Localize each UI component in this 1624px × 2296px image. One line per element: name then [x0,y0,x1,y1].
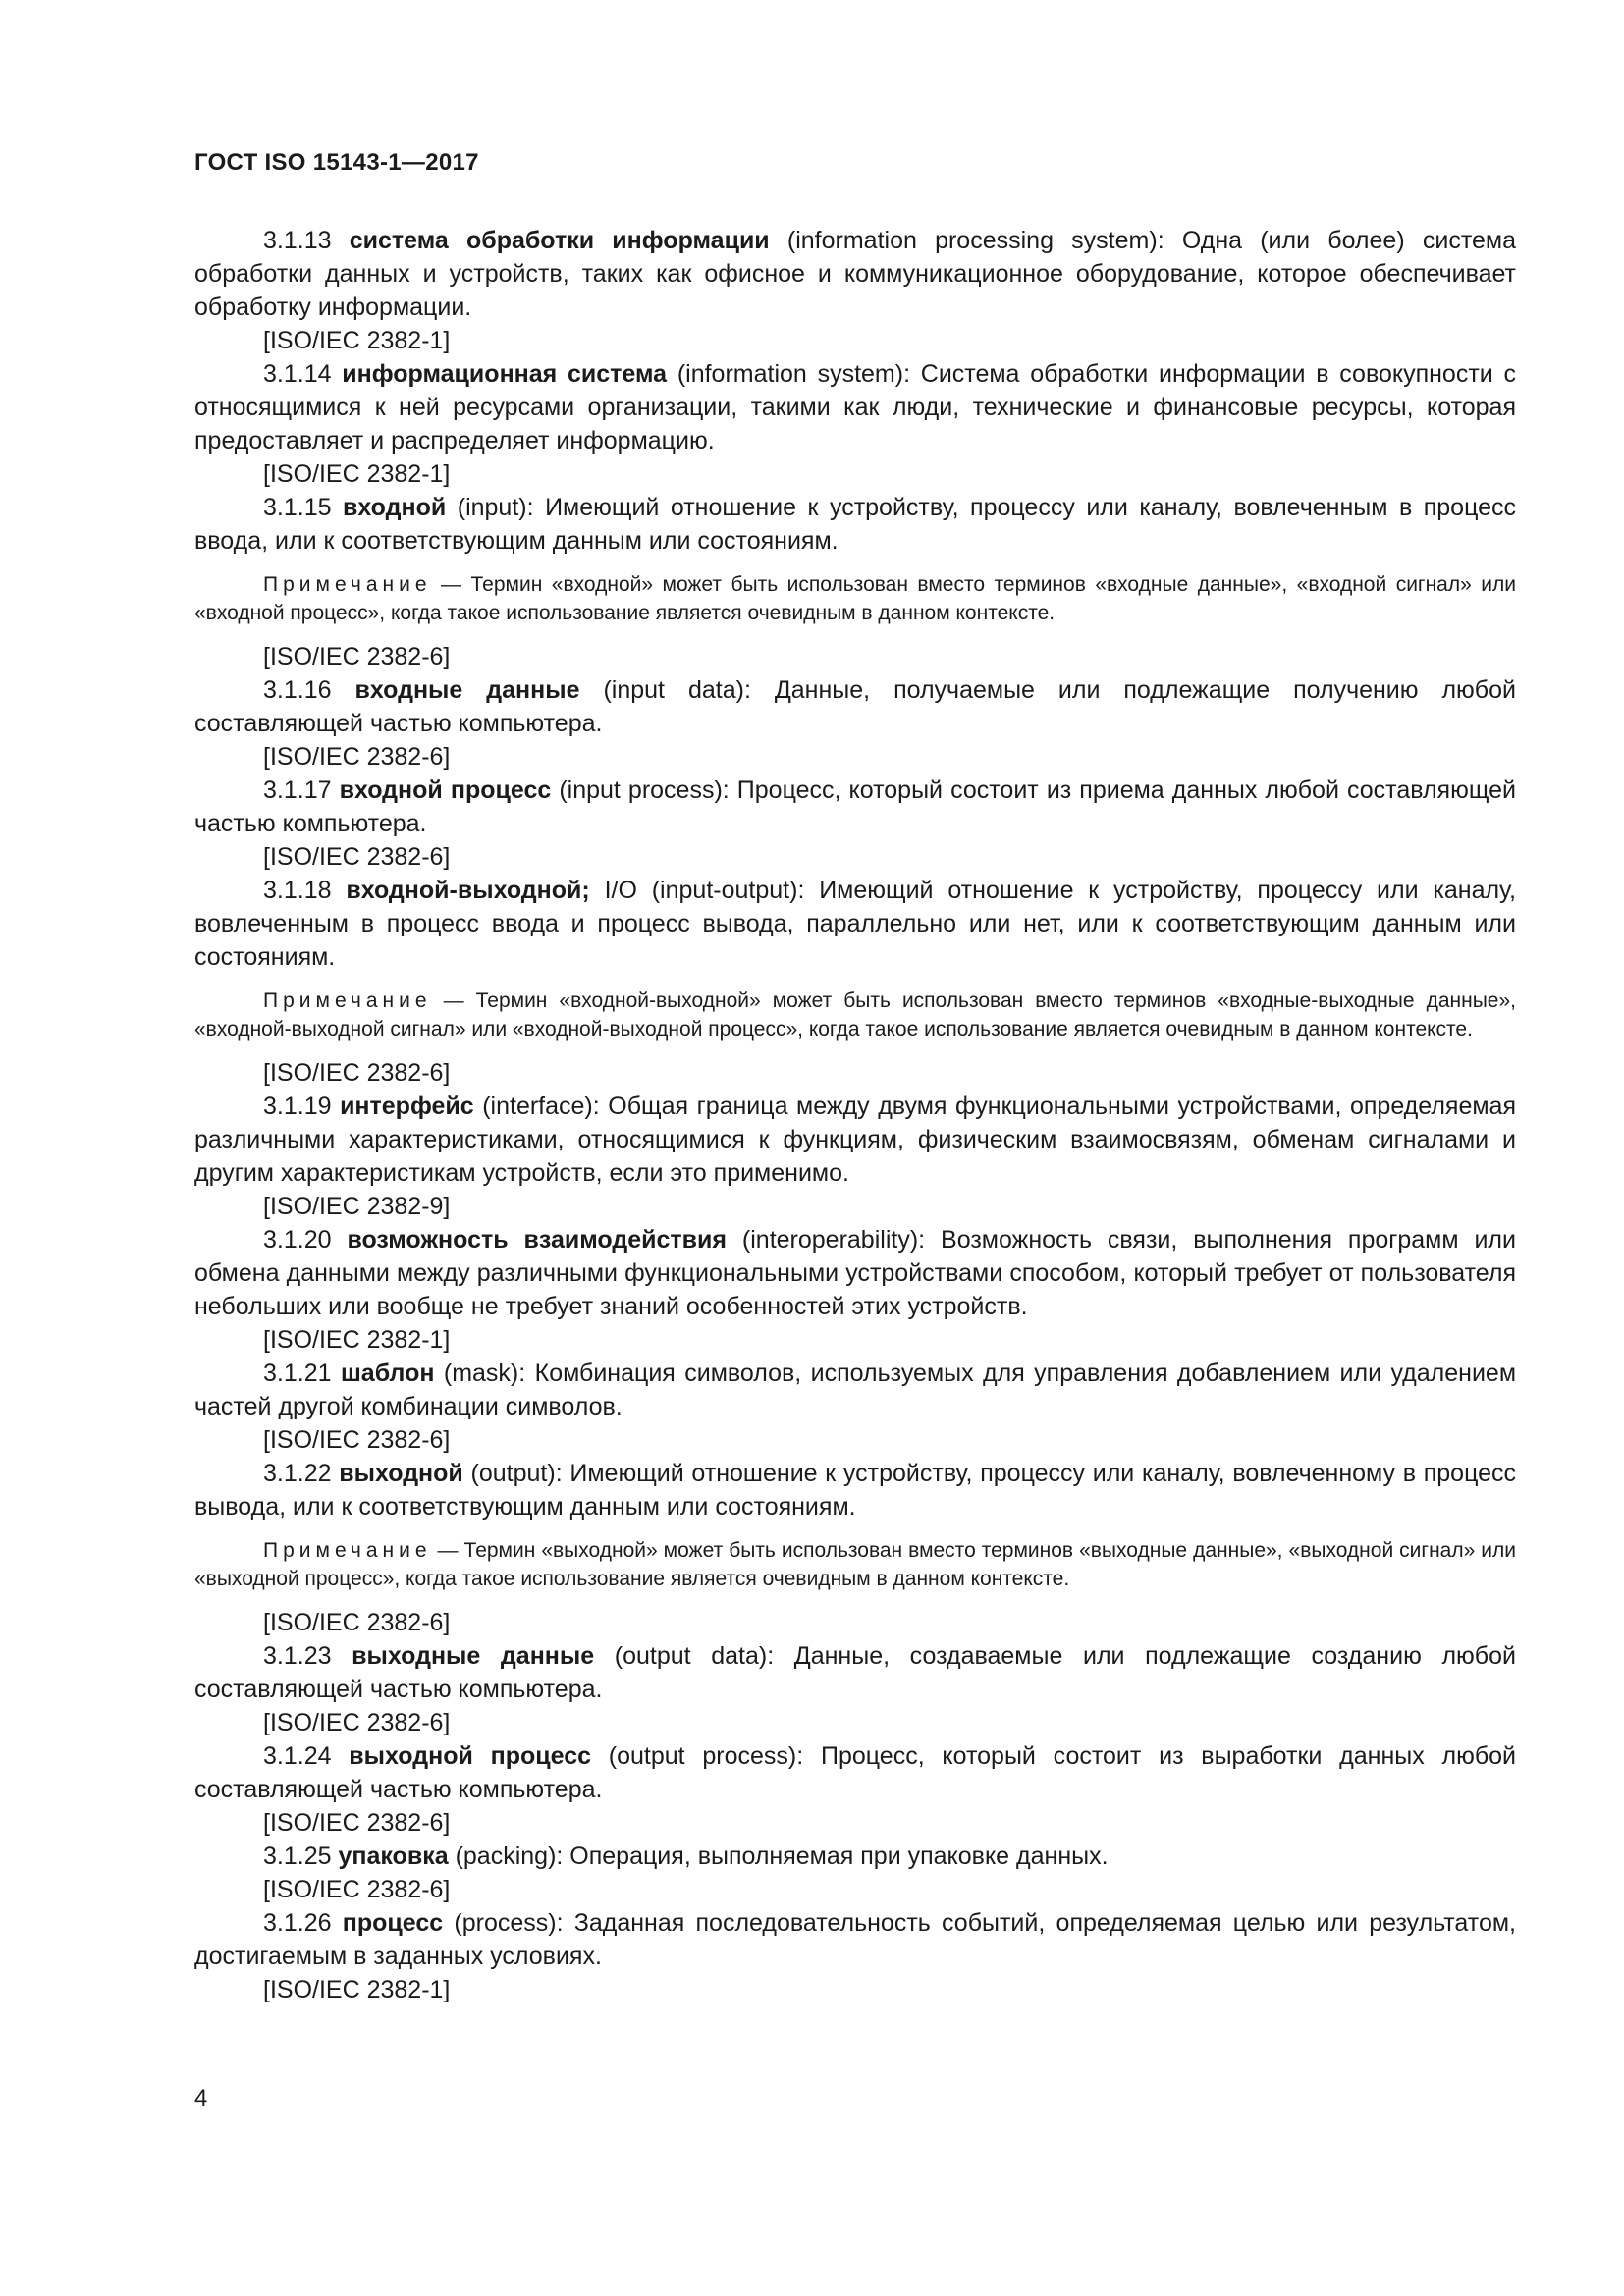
note-text: — Термин «входной» может быть использован вместо терминов «входные данные», «входной сигнал» или «входной процесс», когда такое использование является очевидным в данном контексте. [194,573,1516,624]
term-name: процесс [342,1909,444,1937]
term-english: I/O (input-output) [604,877,798,904]
term-number: 3.1.14 [263,360,332,388]
term-text: : Данные, получаемые или подлежащие получению любой составляющей частью компьютера. [194,676,1516,737]
term-name: система обработки информации [349,227,770,254]
term-text: : Одна (или более) система обработки данных и устройств, таких как офисное и коммуникационное оборудование, которое обеспечивает обработку информации. [194,227,1516,321]
term-entry [194,1840,1516,1906]
term-text: : Данные, создаваемые или подлежащие созданию любой составляющей частью компьютера. [194,1642,1516,1703]
term-name: выходные данные [352,1642,595,1670]
note-text: — Термин «выходной» может быть использован вместо терминов «выходные данные», «выходной сигнал» или «выходной процесс», когда такое использование является очевидным в данном контексте. [194,1539,1516,1590]
term-note [194,987,1516,1043]
term-number: 3.1.25 [263,1842,332,1870]
term-number: 3.1.17 [263,776,332,804]
term-text: : Возможность связи, выполнения программ или обмена данными между различными функциональными устройствами способом, который требует от пользователя небольших или вообще не требует знаний особенностей этих устройств. [194,1226,1516,1320]
term-english: (information processing system) [786,227,1158,254]
term-definition [194,1223,1516,1323]
note-label: Примечание [263,1539,432,1562]
term-note [194,1536,1516,1593]
term-entry [194,1639,1516,1739]
term-english: (input) [457,494,527,521]
term-source: [ISO/IEC 2382-6] [263,1876,451,1903]
term-english: (input data) [603,676,744,704]
term-entry [194,673,1516,774]
term-source: [ISO/IEC 2382-6] [263,1609,451,1636]
term-text: : Система обработки информации в совокупности с относящимися к ней ресурсами организации, такими как люди, технические и финансовые ресурсы, которая предоставляет и распределяет информацию. [194,360,1516,454]
term-name: шаблон [340,1360,435,1387]
term-english: (output) [470,1460,556,1487]
term-english: (packing) [455,1842,557,1870]
term-entry [194,1906,1516,2006]
term-name: выходной процесс [349,1742,592,1770]
term-name: входные данные [354,676,580,704]
term-english: (information system) [677,360,904,388]
term-source: [ISO/IEC 2382-1] [263,1976,451,2003]
term-name: входной-выходной; [346,877,590,904]
term-source: [ISO/IEC 2382-6] [263,1709,451,1736]
term-definition [194,357,1516,457]
term-number: 3.1.16 [263,676,332,704]
term-name: интерфейс [340,1093,474,1120]
term-definition [194,1357,1516,1423]
term-number: 3.1.21 [263,1360,332,1387]
term-definition [194,1639,1516,1706]
term-name: входной [343,494,447,521]
term-definition [194,224,1516,324]
term-name: упаковка [338,1842,449,1870]
term-entry [194,774,1516,874]
term-number: 3.1.19 [263,1093,332,1120]
term-entry [194,1739,1516,1840]
term-english: (output data) [614,1642,768,1670]
term-text: : Операция, выполняемая при упаковке данных. [556,1842,1109,1870]
term-number: 3.1.26 [263,1909,332,1937]
note-text: — Термин «входной-выходной» может быть использован вместо терминов «входные-выходные данные», «входной-выходной сигнал» или «входной-выходной процесс», когда такое использование является очевидным в данном контексте. [194,989,1516,1041]
term-english: (interoperability) [741,1226,919,1254]
term-name: выходной [339,1460,463,1487]
term-english: (interface) [482,1093,593,1120]
term-definition [194,1457,1516,1523]
document-header: ГОСТ ISO 15143-1—2017 [194,149,479,176]
term-text: : Имеющий отношение к устройству, процессу или каналу, вовлеченным в процесс ввода и процесс вывода, параллельно или нет, или к соответствующим данным или состояниям. [194,877,1517,971]
term-definition [194,1840,1516,1873]
term-name: входной процесс [339,776,552,804]
term-text: : Имеющий отношение к устройству, процессу или каналу, вовлеченным в процесс ввода, или к соответствующим данным или состояниям. [194,494,1517,555]
term-number: 3.1.20 [263,1226,332,1254]
term-number: 3.1.23 [263,1642,332,1670]
term-source: [ISO/IEC 2382-6] [263,1426,451,1454]
term-definition [194,1739,1516,1806]
term-source: [ISO/IEC 2382-6] [263,643,451,670]
term-source: [ISO/IEC 2382-1] [263,1326,451,1354]
term-source: [ISO/IEC 2382-1] [263,327,451,354]
term-number: 3.1.24 [263,1742,332,1770]
note-label: Примечание [263,573,432,596]
term-number: 3.1.15 [263,494,332,521]
term-source: [ISO/IEC 2382-6] [263,1809,451,1837]
term-entry [194,224,1516,357]
term-number: 3.1.18 [263,877,332,904]
term-definition [194,1090,1516,1190]
terms-list [194,224,1516,2006]
term-text: : Общая граница между двумя функциональными устройствами, определяемая различными характеристиками, относящимися к функциям, физическим взаимосвязям, обменам сигналами и другим характеристикам устройств, если это применимо. [194,1093,1516,1187]
term-note [194,570,1516,627]
term-text: : Имеющий отношение к устройству, процессу или каналу, вовлеченному в процесс вывода, или к соответствующим данным или состояниям. [194,1460,1517,1521]
term-number: 3.1.22 [263,1460,332,1487]
term-source: [ISO/IEC 2382-6] [263,843,451,871]
term-english: (process) [454,1909,557,1937]
term-definition [194,874,1516,974]
term-text: : Заданная последовательность событий, определяемая целью или результатом, достигаемым в заданных условиях. [194,1909,1516,1970]
term-entry [194,874,1516,1090]
term-source: [ISO/IEC 2382-6] [263,1059,451,1087]
term-definition [194,673,1516,740]
term-english: (mask) [443,1360,519,1387]
term-source: [ISO/IEC 2382-6] [263,743,451,771]
note-label: Примечание [263,989,432,1012]
term-source: [ISO/IEC 2382-1] [263,460,451,488]
page-number: 4 [194,2085,208,2111]
term-entry [194,1223,1516,1357]
term-entry [194,1457,1516,1639]
term-english: (output process) [608,1742,797,1770]
term-number: 3.1.13 [263,227,332,254]
term-entry [194,357,1516,491]
term-text: : Процесс, который состоит из выработки данных любой составляющей частью компьютера. [194,1742,1517,1803]
term-definition [194,491,1516,558]
term-source: [ISO/IEC 2382-9] [263,1193,451,1220]
term-english: (input process) [559,776,723,804]
term-name: возможность взаимодействия [347,1226,727,1254]
term-name: информационная система [342,360,668,388]
term-entry [194,1090,1516,1223]
term-text: : Комбинация символов, используемых для управления добавлением или удалением частей другой комбинации символов. [194,1360,1517,1420]
term-entry [194,1357,1516,1457]
term-definition [194,1906,1516,1973]
term-text: : Процесс, который состоит из приема данных любой составляющей частью компьютера. [194,776,1516,837]
term-definition [194,774,1516,840]
term-entry [194,491,1516,673]
